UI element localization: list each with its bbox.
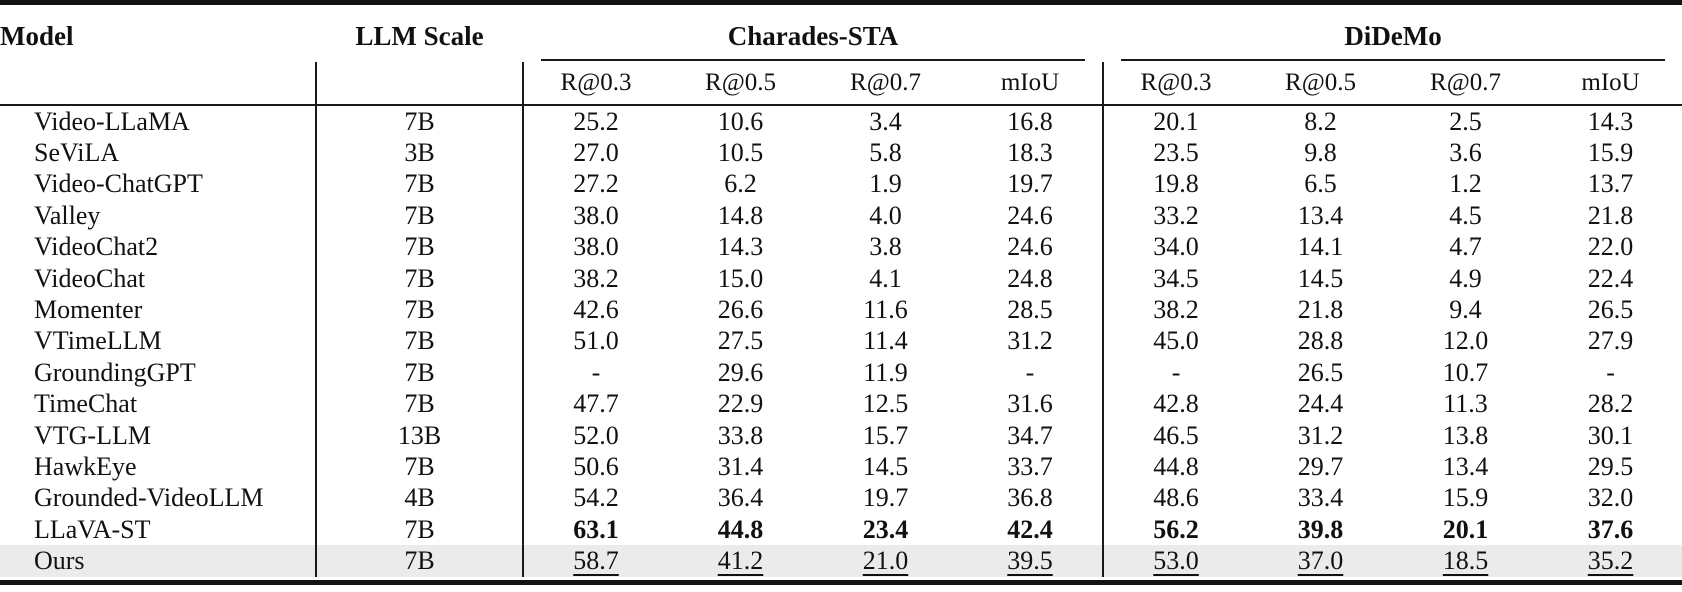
didemo-value-cell: 26.5	[1297, 357, 1344, 387]
didemo-value-cell: 24.4	[1297, 389, 1344, 419]
charades-value-cell: 38.0	[523, 200, 668, 231]
didemo-value-cell: 4.9	[1449, 263, 1482, 293]
llm-scale-cell: 3B	[316, 137, 523, 168]
table-row	[0, 294, 1682, 325]
subheader-didemo-r03: R@0.3	[1103, 62, 1248, 105]
charades-value-cell: 38.0	[523, 232, 668, 263]
didemo-value-cell: 4.7	[1449, 232, 1482, 262]
llm-scale-cell: 13B	[316, 420, 523, 451]
table-header	[0, 5, 1682, 105]
table-bottom-rule	[0, 580, 1682, 585]
table-row	[0, 263, 1682, 294]
didemo-value-cell: 9.4	[1449, 295, 1482, 325]
model-name-cell: HawkEye	[34, 451, 137, 481]
charades-value-cell: 31.2	[1007, 326, 1053, 356]
table-row	[0, 200, 1682, 231]
charades-value-cell: 27.5	[717, 326, 764, 356]
column-header-llm-scale: LLM Scale	[355, 21, 484, 51]
model-name-cell: Momenter	[34, 295, 143, 325]
didemo-value-cell: 34.0	[1103, 232, 1248, 263]
model-name-cell: Ours	[0, 545, 316, 576]
didemo-value-cell: 14.5	[1297, 263, 1344, 293]
header-row-metrics	[0, 62, 1682, 105]
didemo-value-cell: 13.4	[1297, 200, 1344, 230]
subheader-didemo-r07: R@0.7	[1393, 62, 1538, 105]
didemo-value-cell: 34.5	[1103, 263, 1248, 294]
table-row	[0, 514, 1682, 545]
header-row-groups	[0, 5, 1682, 62]
llm-scale-cell: 7B	[316, 451, 523, 482]
model-name-cell: LLaVA-ST	[34, 514, 151, 544]
model-name-cell: Grounded-VideoLLM	[34, 483, 264, 513]
charades-value-cell: 31.4	[717, 451, 764, 481]
charades-value-cell: 44.8	[717, 514, 764, 544]
results-table	[0, 5, 1682, 577]
group-header-didemo	[1103, 5, 1682, 62]
didemo-value-cell: 6.5	[1304, 169, 1337, 199]
table-row	[0, 420, 1682, 451]
didemo-value-cell: 27.9	[1587, 326, 1634, 356]
charades-value-cell: 34.7	[1007, 420, 1053, 450]
didemo-value-cell: 32.0	[1587, 483, 1634, 513]
didemo-value-cell: 33.2	[1103, 200, 1248, 231]
table-row	[0, 326, 1682, 357]
underlined-value: 35.2	[1587, 546, 1634, 576]
didemo-value-cell: 38.2	[1103, 294, 1248, 325]
llm-scale-cell: 7B	[316, 263, 523, 294]
charades-value-cell: 24.6	[1007, 200, 1053, 230]
table-row	[0, 137, 1682, 168]
didemo-value-cell: 12.0	[1442, 326, 1489, 356]
didemo-value-cell: 26.5	[1587, 295, 1634, 325]
charades-value-cell: 15.0	[717, 263, 764, 293]
didemo-value-cell: 48.6	[1103, 483, 1248, 514]
model-name-cell: Valley	[34, 200, 101, 230]
didemo-value-cell	[1248, 545, 1393, 576]
didemo-value-cell: 15.9	[1442, 483, 1489, 513]
charades-value-cell: 11.4	[863, 326, 908, 356]
underlined-value: 21.0	[862, 546, 909, 576]
model-name-cell: Video-LLaMA	[34, 106, 190, 136]
llm-scale-cell: 7B	[316, 514, 523, 545]
table-row	[0, 169, 1682, 200]
charades-value-cell: 50.6	[523, 451, 668, 482]
subheader-charades-miou: mIoU	[958, 62, 1103, 105]
charades-value-cell: 38.2	[523, 263, 668, 294]
column-header-model: Model	[0, 21, 74, 51]
model-name-cell: SeViLA	[34, 138, 120, 168]
charades-value-cell: 3.8	[869, 232, 902, 262]
charades-value-cell: 42.6	[523, 294, 668, 325]
subheader-spacer-model	[0, 62, 316, 105]
didemo-value-cell: 29.7	[1297, 451, 1344, 481]
charades-value-cell: -	[523, 357, 668, 388]
llm-scale-cell: 7B	[316, 326, 523, 357]
didemo-value-cell: 46.5	[1103, 420, 1248, 451]
llm-scale-cell: 7B	[316, 200, 523, 231]
didemo-value-cell: 14.3	[1587, 106, 1634, 136]
charades-value-cell: 25.2	[523, 105, 668, 137]
didemo-value-cell: 37.6	[1587, 514, 1634, 544]
charades-value-cell: 42.4	[1007, 514, 1053, 544]
model-name-cell: GroundingGPT	[34, 357, 196, 387]
didemo-value-cell: 28.2	[1587, 389, 1634, 419]
charades-value-cell	[958, 545, 1103, 576]
group-header-charades-sta	[523, 5, 1103, 62]
charades-value-cell: -	[1025, 357, 1035, 387]
charades-value-cell	[523, 545, 668, 576]
llm-scale-cell: 7B	[316, 294, 523, 325]
charades-value-cell	[668, 545, 813, 576]
charades-value-cell: 33.7	[1007, 451, 1053, 481]
charades-value-cell: 24.8	[1007, 263, 1053, 293]
didemo-value-cell: 13.7	[1587, 169, 1634, 199]
didemo-value-cell: 19.8	[1103, 169, 1248, 200]
charades-value-cell: 31.6	[1007, 389, 1053, 419]
charades-value-cell: 14.8	[717, 200, 764, 230]
table-row	[0, 105, 1682, 137]
didemo-value-cell: 23.5	[1103, 137, 1248, 168]
charades-value-cell: 15.7	[862, 420, 909, 450]
underlined-value: 39.5	[1007, 546, 1053, 576]
didemo-value-cell: 44.8	[1103, 451, 1248, 482]
charades-value-cell: 11.9	[863, 357, 908, 387]
charades-value-cell	[813, 545, 958, 576]
didemo-value-cell: 56.2	[1103, 514, 1248, 545]
charades-cmidrule	[541, 59, 1085, 61]
didemo-value-cell: 45.0	[1103, 326, 1248, 357]
model-name-cell: Video-ChatGPT	[34, 169, 203, 199]
table-row	[0, 545, 1682, 576]
group-label: Charades-STA	[727, 21, 899, 51]
charades-value-cell: 33.8	[717, 420, 764, 450]
didemo-value-cell	[1103, 545, 1248, 576]
didemo-value-cell: 10.7	[1442, 357, 1489, 387]
didemo-value-cell: 1.2	[1449, 169, 1482, 199]
didemo-cmidrule	[1121, 59, 1665, 61]
charades-value-cell: 4.1	[869, 263, 902, 293]
subheader-didemo-miou: mIoU	[1538, 62, 1682, 105]
underlined-value: 41.2	[717, 546, 764, 576]
charades-value-cell: 10.5	[717, 138, 764, 168]
model-name-cell: VideoChat2	[34, 232, 159, 262]
model-name-cell: VTimeLLM	[34, 326, 162, 356]
didemo-value-cell: 11.3	[1443, 389, 1488, 419]
underlined-value: 37.0	[1297, 546, 1344, 576]
charades-value-cell: 47.7	[523, 389, 668, 420]
charades-value-cell: 54.2	[523, 483, 668, 514]
didemo-value-cell: 20.1	[1442, 514, 1489, 544]
subheader-spacer-scale	[316, 62, 523, 105]
didemo-value-cell: 8.2	[1304, 106, 1337, 136]
charades-value-cell: 14.5	[862, 451, 909, 481]
table-row	[0, 389, 1682, 420]
charades-value-cell: 4.0	[869, 200, 902, 230]
charades-value-cell: 14.3	[717, 232, 764, 262]
didemo-value-cell: 14.1	[1297, 232, 1344, 262]
subheader-didemo-r05: R@0.5	[1248, 62, 1393, 105]
charades-value-cell: 36.4	[717, 483, 764, 513]
charades-value-cell: 1.9	[869, 169, 902, 199]
charades-value-cell: 18.3	[1007, 138, 1053, 168]
didemo-value-cell: 33.4	[1297, 483, 1344, 513]
charades-value-cell: 11.6	[863, 295, 908, 325]
didemo-value-cell: 22.0	[1587, 232, 1634, 262]
table-row	[0, 357, 1682, 388]
didemo-value-cell: 15.9	[1587, 138, 1634, 168]
didemo-value-cell: 9.8	[1304, 138, 1337, 168]
underlined-value: 53.0	[1153, 546, 1199, 576]
underlined-value: 18.5	[1442, 546, 1489, 576]
charades-value-cell: 63.1	[523, 514, 668, 545]
charades-value-cell: 29.6	[717, 357, 764, 387]
charades-value-cell: 23.4	[862, 514, 909, 544]
didemo-value-cell: 3.6	[1449, 138, 1482, 168]
charades-value-cell: 26.6	[717, 295, 764, 325]
didemo-value-cell: 22.4	[1587, 263, 1634, 293]
didemo-value-cell: 20.1	[1103, 105, 1248, 137]
llm-scale-cell: 7B	[316, 357, 523, 388]
charades-value-cell: 51.0	[523, 326, 668, 357]
didemo-value-cell: 28.8	[1297, 326, 1344, 356]
didemo-value-cell: 21.8	[1587, 200, 1634, 230]
charades-value-cell: 16.8	[1007, 106, 1053, 136]
llm-scale-cell: 7B	[316, 169, 523, 200]
llm-scale-cell: 7B	[316, 389, 523, 420]
charades-value-cell: 5.8	[869, 138, 902, 168]
llm-scale-cell: 7B	[316, 105, 523, 137]
didemo-value-cell: 29.5	[1587, 451, 1634, 481]
charades-value-cell: 3.4	[869, 106, 902, 136]
charades-value-cell: 22.9	[717, 389, 764, 419]
charades-value-cell: 36.8	[1007, 483, 1053, 513]
group-label: DiDeMo	[1344, 21, 1442, 51]
underlined-value: 58.7	[573, 546, 619, 576]
didemo-value-cell: 30.1	[1587, 420, 1634, 450]
didemo-value-cell: 21.8	[1297, 295, 1344, 325]
didemo-value-cell: 31.2	[1297, 420, 1344, 450]
charades-value-cell: 12.5	[862, 389, 909, 419]
model-name-cell: TimeChat	[34, 389, 138, 419]
llm-scale-cell: 7B	[316, 232, 523, 263]
didemo-value-cell	[1393, 545, 1538, 576]
didemo-value-cell: 13.4	[1442, 451, 1489, 481]
subheader-charades-r03: R@0.3	[523, 62, 668, 105]
didemo-value-cell: 42.8	[1103, 389, 1248, 420]
subheader-charades-r05: R@0.5	[668, 62, 813, 105]
table-row	[0, 451, 1682, 482]
charades-value-cell: 27.2	[523, 169, 668, 200]
model-name-cell: VTG-LLM	[34, 420, 151, 450]
table-row	[0, 232, 1682, 263]
table-body	[0, 105, 1682, 577]
charades-value-cell: 28.5	[1007, 295, 1053, 325]
didemo-value-cell: 39.8	[1297, 514, 1344, 544]
charades-value-cell: 52.0	[523, 420, 668, 451]
charades-value-cell: 24.6	[1007, 232, 1053, 262]
didemo-value-cell: 2.5	[1449, 106, 1482, 136]
subheader-charades-r07: R@0.7	[813, 62, 958, 105]
charades-value-cell: 19.7	[862, 483, 909, 513]
table-row	[0, 483, 1682, 514]
charades-value-cell: 27.0	[523, 137, 668, 168]
didemo-value-cell: 4.5	[1449, 200, 1482, 230]
didemo-value-cell: -	[1103, 357, 1248, 388]
didemo-value-cell	[1538, 545, 1682, 576]
charades-value-cell: 10.6	[717, 106, 764, 136]
model-name-cell: VideoChat	[34, 263, 146, 293]
charades-value-cell: 6.2	[724, 169, 757, 199]
charades-value-cell: 19.7	[1007, 169, 1053, 199]
didemo-value-cell: -	[1606, 357, 1615, 387]
didemo-value-cell: 13.8	[1442, 420, 1489, 450]
llm-scale-cell: 7B	[316, 545, 523, 576]
llm-scale-cell: 4B	[316, 483, 523, 514]
